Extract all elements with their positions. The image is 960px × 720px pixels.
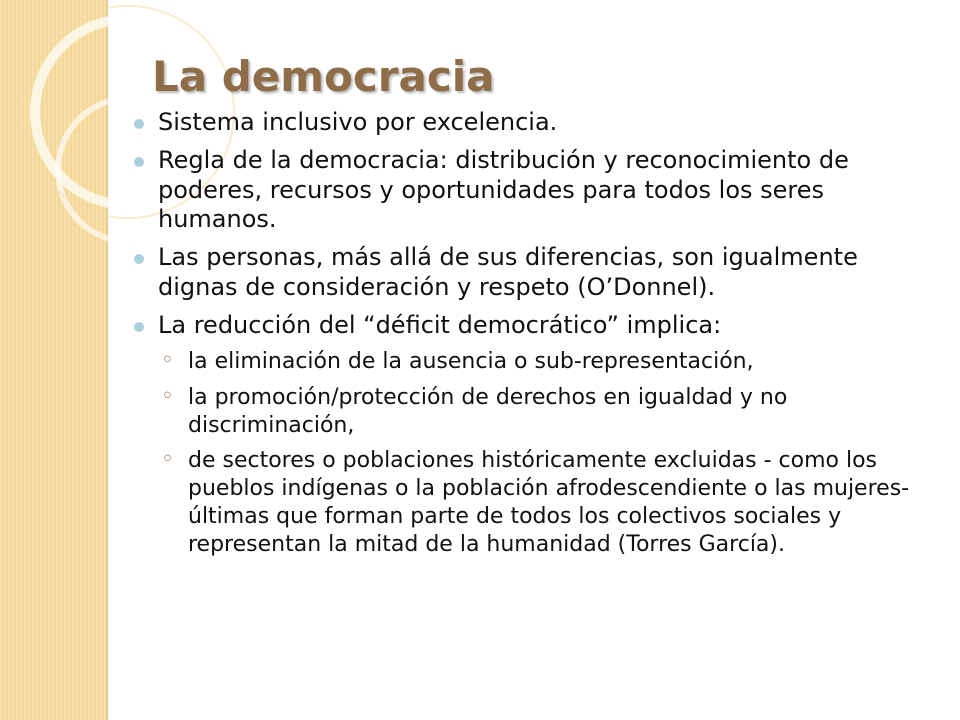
sub-bullet-3: ◦ de sectores o poblaciones históricamente excluidas - como los pueblos indígenas o la población afrodescendiente o las mujeres- últimas que forman parte de todos los colectivos sociales y representan la mitad de la humanidad (Torres García). <box>130 447 940 558</box>
slide-content <box>130 108 940 566</box>
main-bullet-1: Sistema inclusivo por excelencia. <box>130 108 940 138</box>
sub-bullet-list <box>130 348 940 558</box>
sub-bullet-1: ◦ la eliminación de la ausencia o sub-representación, <box>130 348 940 376</box>
sub-bullet-2: ◦ la promoción/protección de derechos en igualdad y no discriminación, <box>130 384 940 439</box>
main-bullet-3: Las personas, más allá de sus diferencias, son igualmente dignas de consideración y respeto (O’Donnel). <box>130 243 940 303</box>
main-bullet-list <box>130 108 940 340</box>
decorative-left-band <box>0 0 108 720</box>
main-bullet-2: Regla de la democracia: distribución y reconocimiento de poderes, recursos y oportunidades para todos los seres humanos. <box>130 146 940 235</box>
main-bullet-4: La reducción del “déficit democrático” implica: <box>130 311 940 341</box>
slide-title: La democracia <box>152 52 495 102</box>
